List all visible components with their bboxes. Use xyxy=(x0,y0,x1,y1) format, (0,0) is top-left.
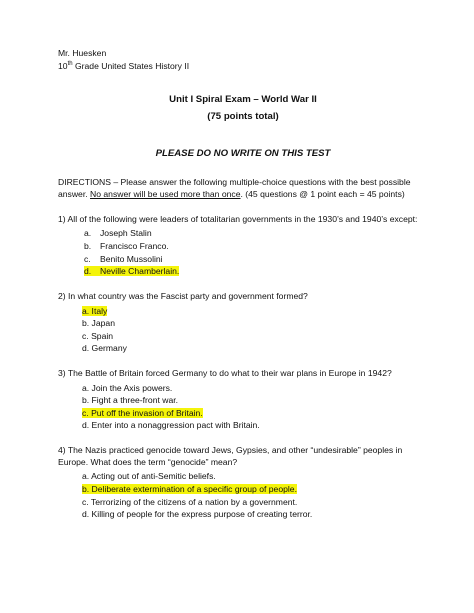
answer-option-d: d. Killing of people for the express purpose of creating terror. xyxy=(82,509,313,520)
exam-points-total: (75 points total) xyxy=(207,111,279,123)
answer-options xyxy=(58,227,428,277)
answer-option-c: c. Terrorizing of the citizens of a nation by a government. xyxy=(82,496,298,507)
option-text: Benito Mussolini xyxy=(100,253,163,264)
answer-option-a xyxy=(58,227,428,240)
option-letter: b. xyxy=(84,241,92,252)
option-letter: a. xyxy=(84,228,92,239)
option-letter: d. xyxy=(84,266,92,277)
answer-options xyxy=(58,470,428,520)
question-text: 1) All of the following were leaders of totalitarian governments in the 1930’s and 1940’s except: xyxy=(58,213,418,224)
option-letter: c. xyxy=(84,253,91,264)
answer-option-d xyxy=(58,265,428,278)
question-text: 3) The Battle of Britain forced Germany to do what to their war plans in Europe in 1942? xyxy=(58,367,392,378)
directions-text: DIRECTIONS – Please answer the following multiple-choice questions with the best possible answer. xyxy=(58,177,411,200)
highlighted-answer: a. Italy xyxy=(82,305,108,316)
answer-option-a: a. Join the Axis powers. xyxy=(82,382,173,393)
highlighted-answer xyxy=(84,266,179,276)
answer-option-d: d. Enter into a nonaggression pact with Britain. xyxy=(82,420,260,431)
answer-option-b xyxy=(58,240,428,253)
answer-option-b: b. Japan xyxy=(82,318,115,329)
question-4 xyxy=(58,445,428,521)
question-text: 2) In what country was the Fascist party and government formed? xyxy=(58,290,308,301)
option-text: Neville Chamberlain. xyxy=(100,266,180,277)
directions-underlined-text: No answer will be used more than once xyxy=(90,189,241,200)
answer-option-a xyxy=(58,305,428,318)
highlighted-answer: c. Put off the invasion of Britain. xyxy=(82,407,203,418)
exam-page xyxy=(58,48,428,521)
exam-title: Unit I Spiral Exam – World War II xyxy=(169,94,317,106)
answer-options xyxy=(58,305,428,355)
course-name: Grade United States History II xyxy=(72,60,190,71)
answer-option-a: a. Acting out of anti-Semitic beliefs. xyxy=(82,471,216,482)
question-1 xyxy=(58,214,428,278)
answer-option-b: b. Fight a three-front war. xyxy=(82,395,179,406)
directions-points-text: . (45 questions @ 1 point each = 45 points) xyxy=(240,189,405,200)
answer-option-c: c. Spain xyxy=(82,330,114,341)
answer-option-b xyxy=(58,483,428,496)
course-line xyxy=(58,61,428,72)
option-text: Francisco Franco. xyxy=(100,241,169,252)
question-text: 4) The Nazis practiced genocide toward Jews, Gypsies, and other “undesirable” peoples in Europe. What does the term “genocide” mean? xyxy=(58,444,403,467)
option-text: Joseph Stalin xyxy=(100,228,152,239)
question-3 xyxy=(58,368,428,432)
grade-suffix: th xyxy=(67,60,73,67)
no-writing-warning: PLEASE DO NO WRITE ON THIS TEST xyxy=(155,148,331,160)
answer-option-c xyxy=(58,407,428,420)
teacher-name: Mr. Huesken xyxy=(58,48,107,58)
directions xyxy=(58,177,428,200)
answer-option-c xyxy=(58,253,428,266)
answer-options xyxy=(58,382,428,432)
question-2 xyxy=(58,291,428,355)
grade-number: 10 xyxy=(58,60,68,71)
answer-option-d: d. Germany xyxy=(82,343,127,354)
highlighted-answer: b. Deliberate extermination of a specific group of people. xyxy=(82,483,297,494)
